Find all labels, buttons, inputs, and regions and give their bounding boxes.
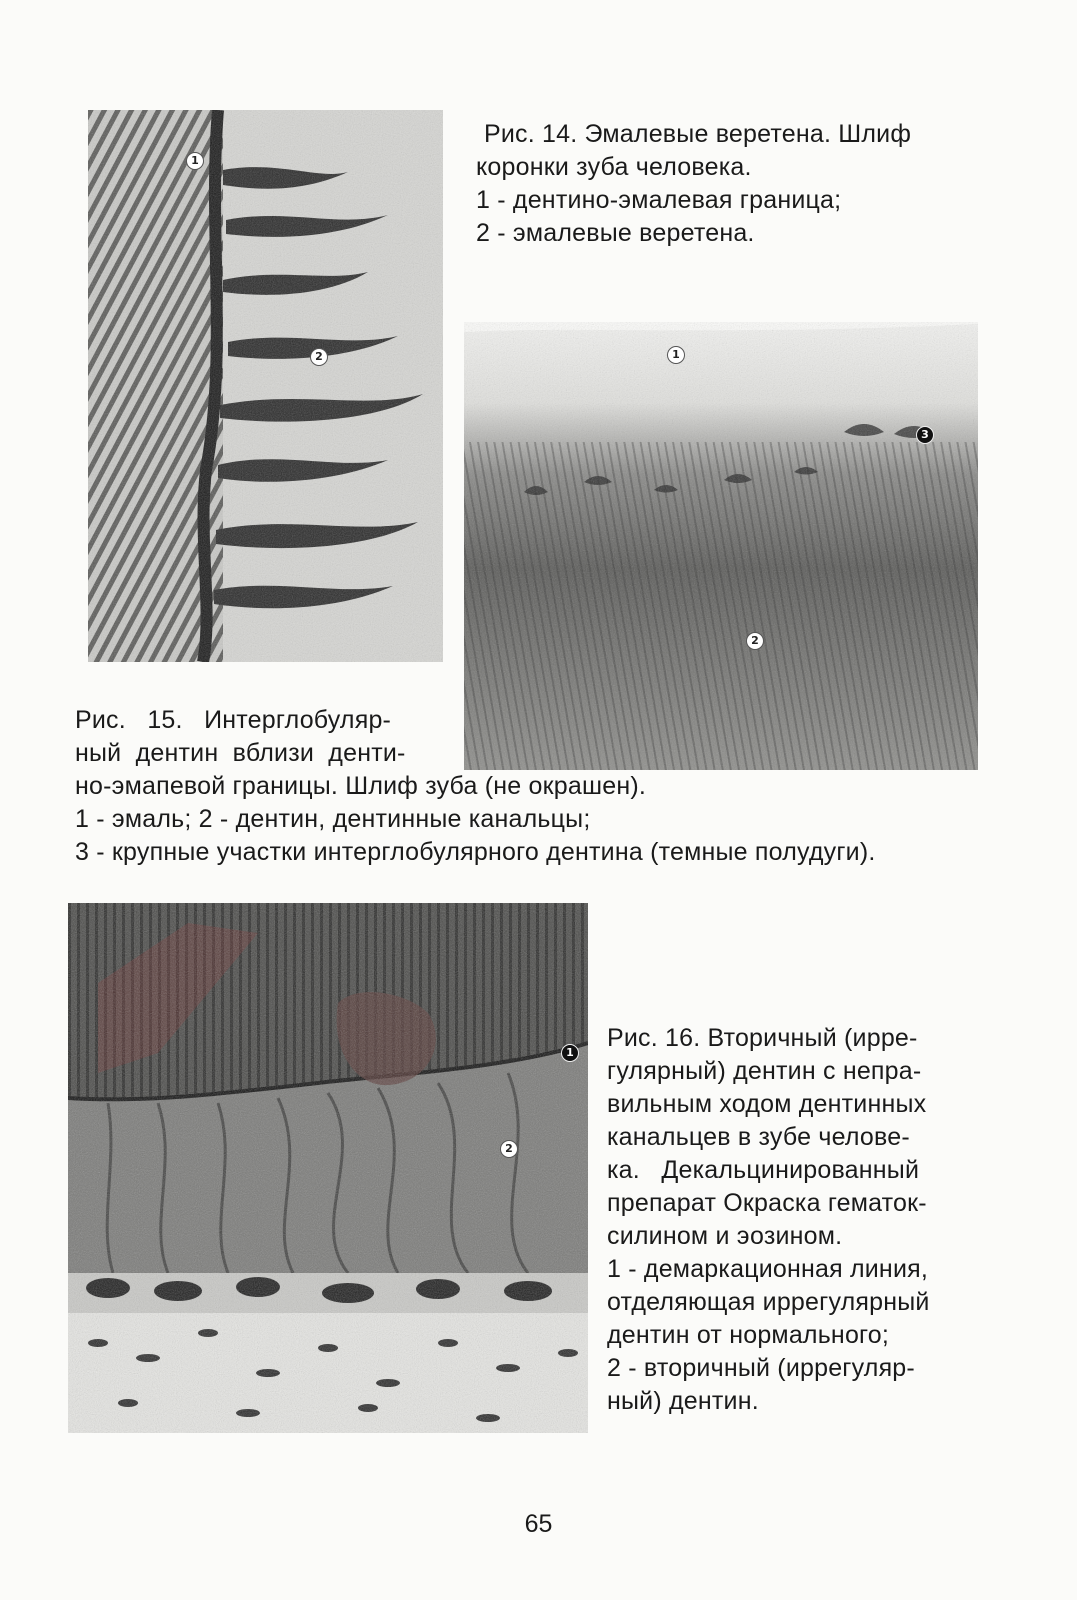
figure-16-micrograph [68, 903, 588, 1433]
figure-14-caption [476, 118, 966, 250]
figure-15-micrograph [464, 322, 978, 770]
caption-line: 2 - эмалевые веретена. [476, 219, 755, 247]
figure-16-marker-1: 1 [561, 1044, 579, 1062]
caption-line: ный) дентин. [607, 1387, 759, 1415]
figure-14-marker-2: 2 [310, 348, 328, 366]
figure-15-image [464, 322, 978, 770]
caption-line: Рис. 15. Интерглобуляр- [75, 706, 392, 734]
caption-text: Рис. 16. Вторичный (ирре- [607, 1024, 918, 1052]
figure-15-marker-3: 3 [916, 426, 934, 444]
caption-line: 1 - дентино-эмалевая граница; [476, 186, 842, 214]
figure-15-caption [75, 704, 975, 869]
figure-15-marker-1: 1 [667, 346, 685, 364]
caption-line: гулярный) дентин с непра- [607, 1057, 922, 1085]
caption-line: коронки зуба человека. [476, 153, 752, 181]
caption-line: но-эмапевой границы. Шлиф зуба (не окрашен). [75, 772, 647, 800]
figure-14-micrograph [88, 110, 443, 662]
caption-line: 1 - эмаль; 2 - дентин, дентинные канальцы; [75, 805, 591, 833]
figure-16-caption [607, 1022, 965, 1418]
figure-15-marker-2: 2 [746, 632, 764, 650]
caption-line: 2 - вторичный (иррегуляр- [607, 1354, 915, 1382]
caption-line [607, 1022, 965, 1055]
caption-line: 1 - демаркационная линия, [607, 1255, 928, 1283]
caption-line: отделяющая иррегулярный [607, 1288, 930, 1316]
caption-line: ный дентин вблизи денти- [75, 739, 406, 767]
figure-16-image [68, 903, 588, 1433]
caption-line: канальцев в зубе челове- [607, 1123, 910, 1151]
figure-14-image [88, 110, 443, 662]
caption-line: силином и эозином. [607, 1222, 843, 1250]
caption-line: ка. Декальцинированный [607, 1156, 920, 1184]
caption-line: 3 - крупные участки интерглобулярного дентина (темные полудуги). [75, 838, 876, 866]
caption-line: Рис. 14. Эмалевые веретена. Шлиф [484, 120, 912, 148]
caption-line: препарат Окраска гематок- [607, 1189, 927, 1217]
figure-16-marker-2: 2 [500, 1140, 518, 1158]
page-number: 65 [524, 1510, 553, 1538]
figure-14-marker-1: 1 [186, 152, 204, 170]
caption-line: дентин от нормального; [607, 1321, 890, 1349]
caption-line: вильным ходом дентинных [607, 1090, 927, 1118]
